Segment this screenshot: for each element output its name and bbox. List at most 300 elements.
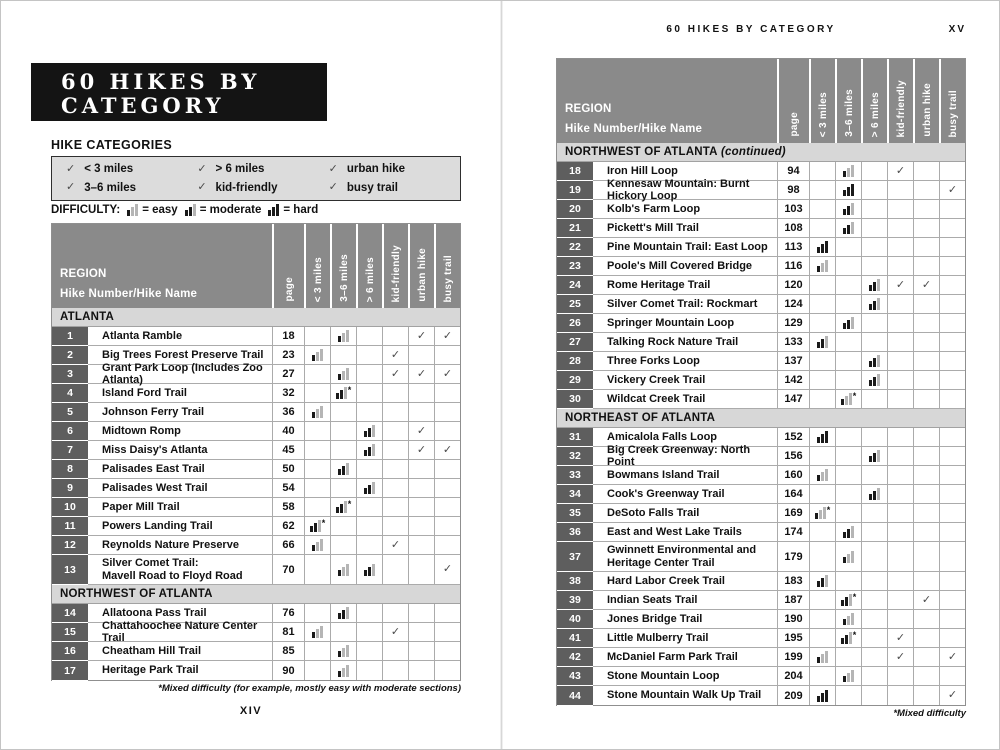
category-cell-urban-hike xyxy=(408,384,434,402)
hike-row xyxy=(52,642,460,661)
category-cell-busy-trail xyxy=(939,542,965,571)
column-header-kid-friendly xyxy=(887,59,913,143)
checkmark-icon: ✓ xyxy=(442,367,453,380)
difficulty-moderate-icon xyxy=(869,279,880,291)
hike-number: 39 xyxy=(557,591,593,610)
hike-row xyxy=(557,667,965,686)
difficulty-cell-gt-6-miles xyxy=(356,441,382,459)
hike-name xyxy=(593,591,777,609)
category-cell-busy-trail xyxy=(939,591,965,609)
mixed-difficulty-asterisk: * xyxy=(852,391,857,401)
hike-name-line: Poole's Mill Covered Bridge xyxy=(607,259,753,272)
category-cell-busy-trail xyxy=(434,623,460,641)
hike-name-line: Kolb's Farm Loop xyxy=(607,202,701,215)
checkmark-icon: ✓ xyxy=(197,181,207,194)
hike-name xyxy=(593,610,777,628)
difficulty-cell-lt-3-miles xyxy=(304,623,330,641)
difficulty-indicator xyxy=(843,222,854,234)
difficulty-easy-icon xyxy=(312,626,323,638)
hike-page-number: 133 xyxy=(777,333,809,351)
difficulty-indicator xyxy=(312,349,323,361)
difficulty-cell-3-6-miles xyxy=(330,365,356,383)
hike-number: 12 xyxy=(52,536,88,555)
hike-name xyxy=(593,629,777,647)
difficulty-cell-3-6-miles xyxy=(835,333,861,351)
difficulty-cell-gt-6-miles xyxy=(861,314,887,332)
column-header-lt-3-miles xyxy=(809,59,835,143)
hike-name xyxy=(88,441,272,459)
difficulty-cell-3-6-miles xyxy=(835,314,861,332)
hike-name xyxy=(593,257,777,275)
difficulty-hard-icon xyxy=(817,690,828,702)
hike-name-line: Powers Landing Trail xyxy=(102,519,213,532)
hike-page-number: 113 xyxy=(777,238,809,256)
hike-page-number: 209 xyxy=(777,686,809,705)
category-cell-urban-hike xyxy=(408,661,434,680)
hike-number: 44 xyxy=(557,686,593,706)
hike-name-line: Bowmans Island Trail xyxy=(607,468,720,481)
difficulty-moderate-icon xyxy=(336,501,347,513)
hike-name-line: Heritage Park Trail xyxy=(102,664,199,677)
region-header-cell xyxy=(557,59,777,143)
category-cell-urban-hike xyxy=(913,466,939,484)
category-cell-urban-hike xyxy=(913,667,939,685)
hike-name-line: Cook's Greenway Trail xyxy=(607,487,725,500)
column-header-label: urban hike xyxy=(416,248,428,302)
hike-number: 30 xyxy=(557,390,593,409)
difficulty-cell-lt-3-miles xyxy=(809,257,835,275)
category-cell-urban-hike xyxy=(408,441,434,459)
hike-number: 23 xyxy=(557,257,593,276)
hike-page-number: 18 xyxy=(272,327,304,345)
difficulty-moderate-icon xyxy=(843,203,854,215)
hike-row xyxy=(557,523,965,542)
legend-item-label: < 3 miles xyxy=(84,163,134,176)
category-cell-busy-trail xyxy=(434,498,460,516)
category-cell-kid-friendly xyxy=(887,352,913,370)
column-header-lt-3-miles xyxy=(304,224,330,308)
difficulty-easy-icon xyxy=(312,349,323,361)
hike-page-number: 90 xyxy=(272,661,304,680)
hike-row xyxy=(52,536,460,555)
hike-row xyxy=(557,629,965,648)
category-cell-busy-trail xyxy=(939,295,965,313)
difficulty-cell-lt-3-miles xyxy=(304,346,330,364)
difficulty-cell-3-6-miles xyxy=(330,498,356,516)
hike-number: 11 xyxy=(52,517,88,536)
category-cell-kid-friendly xyxy=(887,219,913,237)
category-cell-kid-friendly xyxy=(887,667,913,685)
difficulty-cell-gt-6-miles xyxy=(861,333,887,351)
difficulty-cell-gt-6-miles xyxy=(356,536,382,554)
category-cell-busy-trail xyxy=(434,517,460,535)
difficulty-hard-icon xyxy=(843,184,854,196)
difficulty-moderate-icon xyxy=(817,575,828,587)
hike-page-number: 137 xyxy=(777,352,809,370)
hike-page-number: 199 xyxy=(777,648,809,666)
hike-number: 24 xyxy=(557,276,593,295)
hikes-table-right xyxy=(556,58,966,706)
hike-page-number: 70 xyxy=(272,555,304,584)
difficulty-indicator xyxy=(817,336,828,348)
legend-item-label: urban hike xyxy=(346,163,406,176)
category-cell-kid-friendly xyxy=(887,390,913,408)
difficulty-easy-icon xyxy=(841,393,852,405)
chapter-title-line1: 60 HIKES BY xyxy=(61,69,261,94)
page-number-right: XV xyxy=(948,24,966,35)
difficulty-cell-lt-3-miles xyxy=(809,238,835,256)
mixed-difficulty-asterisk: * xyxy=(826,505,831,515)
hike-name-line: Palisades West Trail xyxy=(102,481,208,494)
category-cell-kid-friendly xyxy=(382,346,408,364)
page-divider xyxy=(500,1,503,749)
category-cell-urban-hike xyxy=(913,428,939,446)
region-section-label: NORTHEAST OF ATLANTA xyxy=(565,412,716,424)
category-cell-urban-hike xyxy=(408,460,434,478)
hike-name xyxy=(593,572,777,590)
hike-number: 1 xyxy=(52,327,88,346)
difficulty-cell-lt-3-miles xyxy=(304,517,330,535)
category-cell-kid-friendly xyxy=(382,327,408,345)
difficulty-easy-icon xyxy=(817,651,828,663)
checkmark-icon: ✓ xyxy=(390,348,401,361)
difficulty-cell-3-6-miles xyxy=(835,238,861,256)
difficulty-cell-3-6-miles xyxy=(835,428,861,446)
hike-number: 8 xyxy=(52,460,88,479)
column-header-kid-friendly xyxy=(382,224,408,308)
category-cell-urban-hike xyxy=(913,333,939,351)
hike-number: 2 xyxy=(52,346,88,365)
difficulty-cell-lt-3-miles xyxy=(809,686,835,705)
column-header-label: > 6 miles xyxy=(364,256,376,302)
hike-page-number: 98 xyxy=(777,181,809,199)
hike-name xyxy=(593,314,777,332)
difficulty-indicator xyxy=(843,203,854,215)
difficulty-moderate-icon xyxy=(364,425,375,437)
category-cell-busy-trail xyxy=(939,629,965,647)
region-header-label: REGION xyxy=(565,103,612,115)
column-header-label: < 3 miles xyxy=(817,91,829,137)
difficulty-cell-lt-3-miles xyxy=(304,661,330,680)
checkmark-icon: ✓ xyxy=(416,367,427,380)
category-cell-busy-trail xyxy=(434,479,460,497)
region-section-header xyxy=(557,409,965,428)
difficulty-cell-lt-3-miles xyxy=(304,327,330,345)
hike-name-line: Grant Park Loop (Includes Zoo Atlanta) xyxy=(102,361,263,386)
hike-number: 7 xyxy=(52,441,88,460)
hike-row xyxy=(52,517,460,536)
hike-page-number: 94 xyxy=(777,162,809,180)
category-cell-busy-trail xyxy=(939,572,965,590)
category-cell-busy-trail xyxy=(939,485,965,503)
checkmark-icon: ✓ xyxy=(416,424,427,437)
category-cell-busy-trail xyxy=(939,504,965,522)
hike-page-number: 103 xyxy=(777,200,809,218)
hike-number: 16 xyxy=(52,642,88,661)
difficulty-cell-lt-3-miles xyxy=(304,460,330,478)
difficulty-cell-gt-6-miles xyxy=(356,604,382,622)
hike-name xyxy=(593,390,777,408)
hike-number: 21 xyxy=(557,219,593,238)
hike-name xyxy=(88,361,272,386)
checkmark-icon: ✓ xyxy=(442,443,453,456)
running-header: 60 HIKES BY CATEGORY xyxy=(666,24,836,35)
difficulty-cell-lt-3-miles xyxy=(304,403,330,421)
difficulty-cell-gt-6-miles xyxy=(356,384,382,402)
checkmark-icon: ✓ xyxy=(416,443,427,456)
category-cell-busy-trail xyxy=(939,333,965,351)
difficulty-cell-gt-6-miles xyxy=(356,479,382,497)
category-cell-busy-trail xyxy=(939,610,965,628)
difficulty-cell-gt-6-miles xyxy=(861,238,887,256)
hike-name xyxy=(593,466,777,484)
category-cell-urban-hike xyxy=(913,610,939,628)
category-cell-kid-friendly xyxy=(887,629,913,647)
difficulty-cell-lt-3-miles xyxy=(809,162,835,180)
difficulty-cell-3-6-miles xyxy=(330,642,356,660)
difficulty-indicator xyxy=(364,564,375,576)
checkmark-icon: ✓ xyxy=(66,181,76,194)
category-cell-busy-trail xyxy=(939,466,965,484)
hike-name-line: Stone Mountain Loop xyxy=(607,669,720,682)
category-cell-kid-friendly xyxy=(887,504,913,522)
hike-number: 13 xyxy=(52,555,88,585)
difficulty-moderate-icon xyxy=(869,374,880,386)
hike-row xyxy=(557,257,965,276)
hike-page-number: 195 xyxy=(777,629,809,647)
difficulty-cell-gt-6-miles xyxy=(861,257,887,275)
difficulty-cell-lt-3-miles xyxy=(304,604,330,622)
hike-page-number: 76 xyxy=(272,604,304,622)
category-cell-kid-friendly xyxy=(887,447,913,465)
category-cell-kid-friendly xyxy=(887,610,913,628)
difficulty-cell-lt-3-miles xyxy=(304,384,330,402)
hike-name xyxy=(88,555,272,584)
category-cell-busy-trail xyxy=(939,447,965,465)
difficulty-cell-lt-3-miles xyxy=(809,610,835,628)
hike-name-line: Gwinnett Environmental and xyxy=(607,544,757,556)
legend-item xyxy=(66,182,197,194)
difficulty-cell-lt-3-miles xyxy=(809,333,835,351)
category-cell-busy-trail xyxy=(434,327,460,345)
difficulty-cell-gt-6-miles xyxy=(356,460,382,478)
difficulty-cell-lt-3-miles xyxy=(809,428,835,446)
difficulty-cell-lt-3-miles xyxy=(809,200,835,218)
category-cell-busy-trail xyxy=(434,661,460,680)
difficulty-moderate-icon xyxy=(185,204,196,216)
category-cell-kid-friendly xyxy=(887,295,913,313)
hike-name-line: Pine Mountain Trail: East Loop xyxy=(607,240,768,253)
difficulty-cell-3-6-miles xyxy=(835,648,861,666)
hike-row xyxy=(557,542,965,572)
difficulty-indicator xyxy=(817,575,828,587)
difficulty-moderate-icon xyxy=(338,607,349,619)
difficulty-indicator xyxy=(843,670,854,682)
hike-number: 3 xyxy=(52,365,88,384)
difficulty-easy-icon xyxy=(312,406,323,418)
hike-number: 5 xyxy=(52,403,88,422)
region-section-header xyxy=(52,308,460,327)
difficulty-indicator xyxy=(817,431,828,443)
checkmark-icon: ✓ xyxy=(390,538,401,551)
hike-name-line: Stone Mountain Walk Up Trail xyxy=(607,689,762,702)
hike-page-number: 66 xyxy=(272,536,304,554)
checkmark-icon: ✓ xyxy=(66,162,76,175)
hike-row xyxy=(52,403,460,422)
region-section-label: NORTHWEST OF ATLANTA xyxy=(60,588,213,600)
category-cell-busy-trail xyxy=(434,604,460,622)
difficulty-moderate-icon xyxy=(364,482,375,494)
category-cell-kid-friendly xyxy=(382,604,408,622)
category-cell-urban-hike xyxy=(408,403,434,421)
hike-name xyxy=(593,686,777,705)
difficulty-cell-lt-3-miles xyxy=(809,352,835,370)
difficulty-cell-gt-6-miles xyxy=(861,200,887,218)
hike-name-line: Rome Heritage Trail xyxy=(607,278,711,291)
legend-item xyxy=(197,182,328,194)
hike-number: 43 xyxy=(557,667,593,686)
difficulty-cell-lt-3-miles xyxy=(304,479,330,497)
legend-item xyxy=(329,182,460,194)
hike-name xyxy=(88,384,272,402)
difficulty-indicator xyxy=(869,450,880,462)
hike-name-line: Vickery Creek Trail xyxy=(607,373,706,386)
difficulty-cell-3-6-miles xyxy=(330,604,356,622)
category-cell-kid-friendly xyxy=(887,542,913,571)
column-header-label: busy trail xyxy=(442,254,454,302)
category-cell-busy-trail xyxy=(939,257,965,275)
difficulty-cell-gt-6-miles xyxy=(356,642,382,660)
category-cell-urban-hike xyxy=(408,327,434,345)
difficulty-indicator xyxy=(817,690,828,702)
table-header xyxy=(52,224,460,308)
legend-item-label: 3–6 miles xyxy=(84,181,137,194)
difficulty-cell-gt-6-miles xyxy=(861,523,887,541)
difficulty-indicator xyxy=(312,539,323,551)
difficulty-indicator xyxy=(869,298,880,310)
difficulty-moderate-icon xyxy=(364,444,375,456)
hike-number: 40 xyxy=(557,610,593,629)
hike-row xyxy=(557,219,965,238)
difficulty-hard-label: = hard xyxy=(283,204,319,216)
hike-name-line: Reynolds Nature Preserve xyxy=(102,538,239,551)
mixed-difficulty-footnote-short: *Mixed difficulty xyxy=(893,708,966,719)
category-cell-busy-trail xyxy=(434,365,460,383)
region-section-header xyxy=(557,143,965,162)
column-header-label: kid-friendly xyxy=(895,79,907,137)
column-header-gt-6-miles xyxy=(356,224,382,308)
difficulty-cell-lt-3-miles xyxy=(304,498,330,516)
difficulty-cell-3-6-miles xyxy=(835,295,861,313)
hike-number: 17 xyxy=(52,661,88,681)
category-cell-urban-hike xyxy=(408,555,434,584)
column-header-busy-trail xyxy=(434,224,460,308)
hike-page-number: 62 xyxy=(272,517,304,535)
hike-name-line: Midtown Romp xyxy=(102,424,181,437)
difficulty-cell-gt-6-miles xyxy=(356,517,382,535)
difficulty-indicator xyxy=(336,501,352,513)
hike-name-line: Atlanta Ramble xyxy=(102,329,183,342)
difficulty-moderate-icon xyxy=(338,463,349,475)
difficulty-moderate-icon xyxy=(869,450,880,462)
hike-name xyxy=(593,485,777,503)
hike-row xyxy=(52,498,460,517)
difficulty-cell-gt-6-miles xyxy=(356,661,382,680)
category-cell-kid-friendly xyxy=(887,591,913,609)
region-section-label: ATLANTA xyxy=(60,311,114,323)
hike-name xyxy=(593,295,777,313)
difficulty-cell-3-6-miles xyxy=(835,447,861,465)
hike-name xyxy=(593,219,777,237)
hike-name xyxy=(593,667,777,685)
category-cell-urban-hike xyxy=(913,162,939,180)
hike-page-number: 45 xyxy=(272,441,304,459)
category-cell-urban-hike xyxy=(408,479,434,497)
difficulty-cell-3-6-miles xyxy=(330,327,356,345)
column-header-page xyxy=(777,59,809,143)
category-cell-urban-hike xyxy=(408,517,434,535)
checkmark-icon: ✓ xyxy=(390,367,401,380)
hike-name xyxy=(593,648,777,666)
category-cell-urban-hike xyxy=(913,371,939,389)
difficulty-indicator xyxy=(364,425,375,437)
hike-name xyxy=(88,619,272,644)
difficulty-cell-gt-6-miles xyxy=(861,542,887,571)
difficulty-indicator xyxy=(817,260,828,272)
difficulty-indicator xyxy=(338,665,349,677)
column-header-label: > 6 miles xyxy=(869,91,881,137)
hike-name xyxy=(88,403,272,421)
difficulty-moderate-icon xyxy=(310,520,321,532)
checkmark-icon: ✓ xyxy=(328,162,338,175)
category-cell-urban-hike xyxy=(913,390,939,408)
hike-row xyxy=(557,572,965,591)
difficulty-indicator xyxy=(338,463,349,475)
difficulty-cell-3-6-miles xyxy=(330,384,356,402)
hike-number: 33 xyxy=(557,466,593,485)
category-cell-urban-hike xyxy=(913,295,939,313)
difficulty-cell-3-6-miles xyxy=(835,572,861,590)
hike-row xyxy=(557,200,965,219)
hike-page-number: 36 xyxy=(272,403,304,421)
difficulty-indicator xyxy=(815,507,831,519)
difficulty-cell-3-6-miles xyxy=(330,555,356,584)
category-cell-urban-hike xyxy=(913,542,939,571)
checkmark-icon: ✓ xyxy=(442,563,453,575)
hike-row xyxy=(52,361,460,386)
difficulty-easy-icon xyxy=(127,204,138,216)
mixed-difficulty-asterisk: * xyxy=(852,630,857,640)
category-cell-busy-trail xyxy=(939,390,965,408)
hike-name-line: Heritage Center Trail xyxy=(607,556,715,569)
difficulty-cell-lt-3-miles xyxy=(304,365,330,383)
difficulty-cell-gt-6-miles xyxy=(356,346,382,364)
hike-number: 22 xyxy=(557,238,593,257)
category-cell-kid-friendly xyxy=(887,200,913,218)
hike-name-line: Silver Comet Trail: xyxy=(102,557,199,569)
checkmark-icon: ✓ xyxy=(947,650,958,663)
difficulty-cell-3-6-miles xyxy=(835,352,861,370)
category-cell-busy-trail xyxy=(939,219,965,237)
checkmark-icon: ✓ xyxy=(442,329,453,342)
column-header-label: kid-friendly xyxy=(390,244,402,302)
hike-page-number: 174 xyxy=(777,523,809,541)
hike-page-number: 156 xyxy=(777,447,809,465)
difficulty-cell-gt-6-miles xyxy=(861,629,887,647)
mixed-difficulty-asterisk: * xyxy=(852,592,857,602)
hike-name-line: Island Ford Trail xyxy=(102,386,187,399)
hike-page-number: 142 xyxy=(777,371,809,389)
